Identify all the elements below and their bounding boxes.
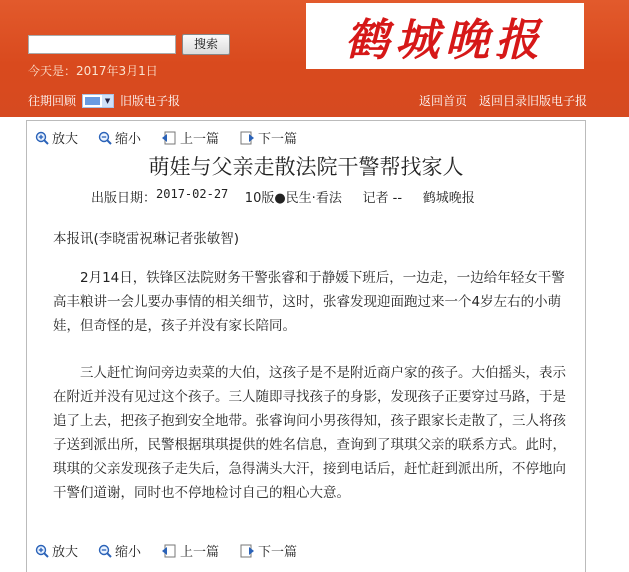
zoom-in-icon: [35, 131, 49, 145]
meta-author: 记者 --: [362, 191, 403, 206]
zoom-out-label: 缩小: [115, 545, 142, 560]
archive-nav: [28, 92, 180, 109]
search-button[interactable]: 搜索: [182, 34, 230, 55]
article-paragraph-1: 2月14日，铁锋区法院财务干警张睿和于静媛下班后，一边走，一边给年轻女干警高丰粮讲一会儿要办事情的相关细节，这时，张睿发现迎面跑过来一个4岁左右的小萌娃，但奇怪的是，孩子并没有家长陪同。: [53, 270, 565, 334]
newspaper-logo[interactable]: [306, 3, 584, 69]
search-input[interactable]: [28, 35, 176, 54]
meta-page: 10版●民生·看法: [244, 191, 342, 206]
zoom-out-icon: [98, 131, 112, 145]
prev-label: 上一篇: [180, 545, 220, 560]
zoom-out-button-bottom[interactable]: [98, 541, 141, 560]
meta-spacer-1: [228, 187, 245, 206]
prev-label: 上一篇: [180, 132, 220, 147]
zoom-in-button-bottom[interactable]: [35, 541, 78, 560]
article-toolbar-bottom: [35, 541, 317, 560]
today-date: 今天是：2017年3月1日: [28, 64, 158, 78]
calendar-icon: [85, 97, 100, 105]
article-meta: [91, 187, 475, 206]
zoom-out-icon: [98, 544, 112, 558]
prev-icon: [161, 131, 177, 145]
next-article-button-bottom[interactable]: [239, 541, 297, 560]
meta-date: 2017-02-27: [156, 187, 229, 201]
article-title: 萌娃与父亲走散法院干警帮找家人: [148, 155, 464, 179]
zoom-out-button[interactable]: [98, 128, 141, 147]
meta-spacer-3: [402, 187, 423, 206]
back-issue-link[interactable]: 往期回顾: [28, 94, 77, 108]
zoom-in-label: 放大: [52, 132, 79, 147]
next-icon: [239, 131, 255, 145]
article-panel: [26, 120, 586, 572]
prev-icon: [161, 544, 177, 558]
meta-date-label: 出版日期：: [91, 191, 157, 206]
article-paragraph-2: 三人赶忙询问旁边卖菜的大伯，这孩子是不是附近商户家的孩子。大伯摇头，表示在附近并没有见过这个孩子。三人随即寻找孩子的身影，发现孩子正要穿过马路，于是追了上去，把孩子抱到安全地带。张睿询问小男孩得知，孩子跟家长走散了，三人将孩子送到派出所，民警根据琪琪提供的姓名信息，查询到了琪琪父亲的联系方式。此时，琪琪的父亲发现孩子走失后，急得满头大汗，接到电话后，赶忙赶到派出所，不停地向干警们道谢，同时也不停地检讨自己的粗心大意。: [53, 365, 566, 501]
prev-article-button[interactable]: [161, 128, 219, 147]
zoom-out-label: 缩小: [115, 132, 142, 147]
zoom-in-button[interactable]: [35, 128, 78, 147]
old-epaper-link-left[interactable]: 旧版电子报: [120, 94, 181, 108]
meta-spacer-2: [342, 187, 363, 206]
zoom-in-icon: [35, 544, 49, 558]
meta-source: 鹤城晚报: [422, 191, 475, 206]
next-label: 下一篇: [258, 132, 298, 147]
logo-text: 鹤城晚报: [345, 15, 545, 66]
next-icon: [239, 544, 255, 558]
prev-article-button-bottom[interactable]: [161, 541, 219, 560]
next-label: 下一篇: [258, 545, 298, 560]
chevron-down-icon[interactable]: ▼: [102, 95, 113, 107]
top-nav: [419, 92, 587, 109]
article-toolbar-top: [35, 128, 317, 147]
zoom-in-label: 放大: [52, 545, 79, 560]
home-link[interactable]: 返回首页: [418, 94, 467, 108]
article-byline: 本报讯(李晓雷祝琳记者张敏智): [53, 231, 240, 247]
next-article-button[interactable]: [239, 128, 297, 147]
old-epaper-link[interactable]: 旧版电子报: [526, 94, 587, 108]
site-header: [0, 0, 629, 117]
issue-select[interactable]: [82, 94, 114, 108]
index-link[interactable]: 返回目录: [478, 94, 527, 108]
